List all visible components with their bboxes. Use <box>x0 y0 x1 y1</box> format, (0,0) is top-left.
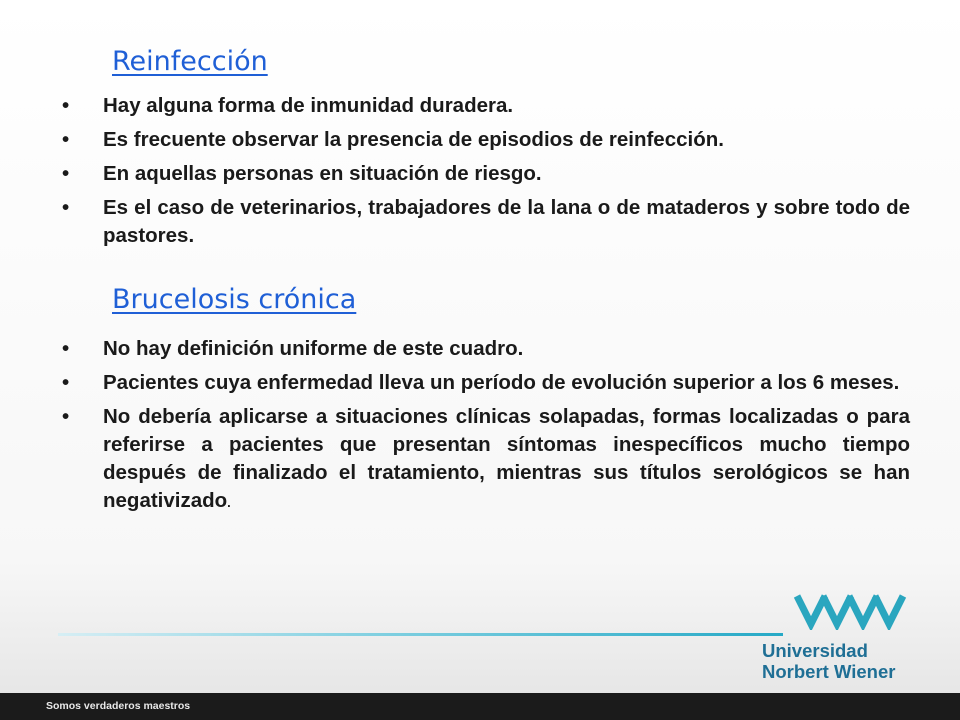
footer-tagline: Somos verdaderos maestros <box>46 700 191 712</box>
bullet-icon: • <box>62 196 70 219</box>
trailing-period: . <box>227 495 231 510</box>
list-item-text: Pacientes cuya enfermedad lleva un período de evolución superior a los 6 meses. <box>103 371 900 394</box>
list-item <box>0 126 910 154</box>
list-item <box>0 160 910 188</box>
list-item <box>0 194 910 250</box>
university-logo <box>762 640 932 682</box>
section-heading-reinfeccion: Reinfección <box>112 46 268 77</box>
bullet-list-brucelosis-cronica <box>0 335 910 523</box>
bullet-icon: • <box>62 337 70 360</box>
bullet-icon: • <box>62 371 70 394</box>
bullet-icon: • <box>62 94 70 117</box>
list-item-text: En aquellas personas en situación de riesgo. <box>103 162 542 185</box>
divider-line <box>58 633 783 636</box>
bullet-icon: • <box>62 162 70 185</box>
bullet-icon: • <box>62 405 70 428</box>
logo-line-1: Universidad <box>762 640 868 661</box>
book-chevrons-icon <box>792 590 908 630</box>
list-item-text: Es el caso de veterinarios, trabajadores de la lana o de mataderos y sobre todo de pastores. <box>103 196 910 247</box>
list-item <box>0 369 910 397</box>
list-item <box>0 335 910 363</box>
list-item <box>0 403 910 517</box>
list-item <box>0 92 910 120</box>
logo-line-2: Norbert Wiener <box>762 661 896 682</box>
section-heading-brucelosis-cronica: Brucelosis crónica <box>112 284 357 315</box>
bullet-list-reinfeccion <box>0 92 910 256</box>
bullet-icon: • <box>62 128 70 151</box>
list-item-text: No debería aplicarse a situaciones clínicas solapadas, formas localizadas o para referirse a pacientes que presentan síntomas inespecíficos mucho tiempo después de finalizado el tratamiento, mientras sus títulos serológicos se han negativizado <box>103 405 910 512</box>
list-item-text: No hay definición uniforme de este cuadro. <box>103 337 524 360</box>
list-item-text: Es frecuente observar la presencia de episodios de reinfección. <box>103 128 724 151</box>
footer-bar <box>0 693 960 720</box>
list-item-text: Hay alguna forma de inmunidad duradera. <box>103 94 514 117</box>
